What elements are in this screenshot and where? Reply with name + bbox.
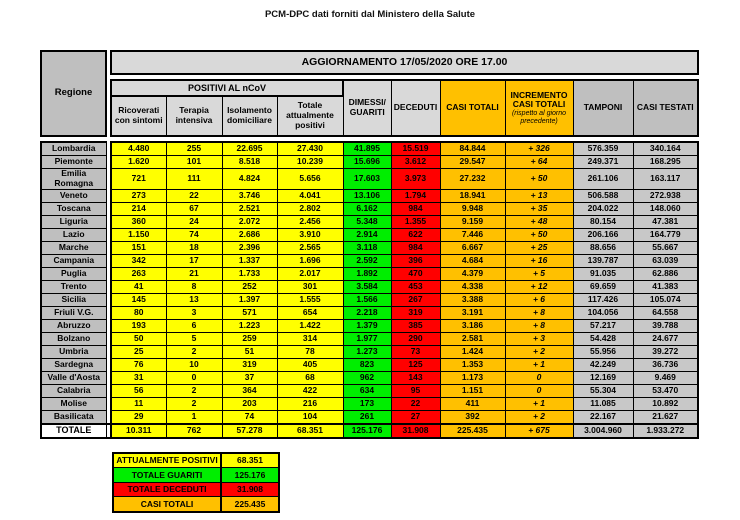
value-cell: 411 [440,397,505,410]
value-cell: 1.397 [222,293,277,306]
value-cell: 470 [391,267,440,280]
value-cell: 290 [391,332,440,345]
value-cell: + 326 [505,142,573,156]
table-row [41,371,698,384]
value-cell: 80.154 [573,215,633,228]
value-cell: 203 [222,397,277,410]
table-row [41,254,698,267]
value-cell: 9.469 [633,371,698,384]
value-cell: 55.304 [573,384,633,397]
value-cell: 88.656 [573,241,633,254]
value-cell: 22 [166,189,222,202]
value-cell: 263 [111,267,166,280]
value-cell: 342 [111,254,166,267]
value-cell: 1.150 [111,228,166,241]
value-cell: 823 [343,358,391,371]
value-cell: 95 [391,384,440,397]
value-cell: 506.588 [573,189,633,202]
value-cell: 206.166 [573,228,633,241]
table-row [41,142,698,156]
value-cell: 0 [166,371,222,384]
value-cell: + 1 [505,358,573,371]
value-cell: 68 [277,371,343,384]
value-cell: 41 [111,280,166,293]
table-row [41,410,698,424]
value-cell: + 8 [505,306,573,319]
value-cell: 27.232 [440,169,505,190]
value-cell: 1.355 [391,215,440,228]
table-body [41,136,698,438]
value-cell: 1 [166,410,222,424]
value-cell: 125 [391,358,440,371]
value-cell: 1.566 [343,293,391,306]
value-cell: 41.895 [343,142,391,156]
region-name: TOTALE [41,424,106,438]
value-cell: 164.779 [633,228,698,241]
header-row-update [41,51,698,74]
summary-row-attualmente-positivi [113,453,279,468]
value-cell: 11 [111,397,166,410]
value-cell: 51 [222,345,277,358]
summary-row-totale-deceduti [113,482,279,497]
value-cell: 1.620 [111,156,166,169]
summary-label: TOTALE DECEDUTI [113,482,221,497]
value-cell: 385 [391,319,440,332]
col-header-casi-totali: CASI TOTALI [440,80,505,136]
value-cell: 1.555 [277,293,343,306]
value-cell: 204.022 [573,202,633,215]
col-header-totale-positivi: Totale attualmente positivi [277,96,343,136]
value-cell: 36.736 [633,358,698,371]
value-cell: 27.430 [277,142,343,156]
value-cell: 21 [166,267,222,280]
value-cell: 2.396 [222,241,277,254]
value-cell: 762 [166,424,222,438]
region-name: Trento [41,280,106,293]
value-cell: 319 [391,306,440,319]
value-cell: 272.938 [633,189,698,202]
covid-regions-table [40,50,699,439]
value-cell: 31.908 [391,424,440,438]
value-cell: 3.612 [391,156,440,169]
header-row-groups [41,80,698,96]
value-cell: + 5 [505,267,573,280]
value-cell: + 12 [505,280,573,293]
value-cell: 1.337 [222,254,277,267]
table-row [41,169,698,190]
region-name: Toscana [41,202,106,215]
value-cell: 15.696 [343,156,391,169]
value-cell: + 25 [505,241,573,254]
table-row [41,306,698,319]
value-cell: + 64 [505,156,573,169]
value-cell: 1.379 [343,319,391,332]
value-cell: 1.353 [440,358,505,371]
value-cell: 15.519 [391,142,440,156]
value-cell: 24 [166,215,222,228]
value-cell: + 48 [505,215,573,228]
value-cell: 13.106 [343,189,391,202]
table-row [41,397,698,410]
value-cell: 73 [391,345,440,358]
value-cell: 216 [277,397,343,410]
table-row [41,156,698,169]
value-cell: 721 [111,169,166,190]
value-cell: 214 [111,202,166,215]
value-cell: 55.956 [573,345,633,358]
value-cell: 0 [505,384,573,397]
value-cell: 1.733 [222,267,277,280]
value-cell: 11.085 [573,397,633,410]
value-cell: 962 [343,371,391,384]
value-cell: 125.176 [343,424,391,438]
summary-value: 31.908 [221,482,279,497]
value-cell: 6 [166,319,222,332]
value-cell: 80 [111,306,166,319]
value-cell: 151 [111,241,166,254]
value-cell: 2.686 [222,228,277,241]
summary-value: 68.351 [221,453,279,468]
value-cell: + 2 [505,410,573,424]
value-cell: 984 [391,241,440,254]
value-cell: 2 [166,345,222,358]
value-cell: 148.060 [633,202,698,215]
value-cell: 255 [166,142,222,156]
table-row [41,384,698,397]
value-cell: 3.191 [440,306,505,319]
value-cell: 41.383 [633,280,698,293]
col-header-terapia: Terapia intensiva [166,96,222,136]
value-cell: 654 [277,306,343,319]
value-cell: 78 [277,345,343,358]
value-cell: 17.603 [343,169,391,190]
summary-label: ATTUALMENTE POSITIVI [113,453,221,468]
value-cell: 576.359 [573,142,633,156]
value-cell: 4.338 [440,280,505,293]
value-cell: 22.695 [222,142,277,156]
value-cell: 622 [391,228,440,241]
region-name: Liguria [41,215,106,228]
region-name: Lazio [41,228,106,241]
value-cell: 64.558 [633,306,698,319]
value-cell: + 1 [505,397,573,410]
value-cell: 54.428 [573,332,633,345]
table-row [41,202,698,215]
value-cell: 193 [111,319,166,332]
table-row [41,332,698,345]
value-cell: 29.547 [440,156,505,169]
value-cell: 5.656 [277,169,343,190]
value-cell: 2.521 [222,202,277,215]
value-cell: 261 [343,410,391,424]
value-cell: 84.844 [440,142,505,156]
value-cell: 173 [343,397,391,410]
summary-label: CASI TOTALI [113,497,221,512]
value-cell: 6.667 [440,241,505,254]
value-cell: 3.973 [391,169,440,190]
value-cell: 267 [391,293,440,306]
value-cell: 360 [111,215,166,228]
col-header-deceduti: DECEDUTI [391,80,440,136]
col-header-dimessi-guariti: DIMESSI/ GUARITI [343,80,391,136]
value-cell: 105.074 [633,293,698,306]
value-cell: 42.249 [573,358,633,371]
value-cell: 2.017 [277,267,343,280]
value-cell: 56 [111,384,166,397]
value-cell: 62.886 [633,267,698,280]
region-name: Abruzzo [41,319,106,332]
value-cell: 25 [111,345,166,358]
value-cell: 252 [222,280,277,293]
value-cell: 1.173 [440,371,505,384]
region-name: Marche [41,241,106,254]
value-cell: 37 [222,371,277,384]
value-cell: 104.056 [573,306,633,319]
value-cell: 74 [166,228,222,241]
value-cell: 1.933.272 [633,424,698,438]
table-row [41,345,698,358]
value-cell: 67 [166,202,222,215]
table-row [41,215,698,228]
value-cell: 117.426 [573,293,633,306]
value-cell: 1.273 [343,345,391,358]
value-cell: 422 [277,384,343,397]
positivi-group-header: POSITIVI AL nCoV [111,80,343,96]
region-name: Veneto [41,189,106,202]
value-cell: 261.106 [573,169,633,190]
value-cell: 1.424 [440,345,505,358]
value-cell: 10.311 [111,424,166,438]
table-row [41,267,698,280]
value-cell: + 13 [505,189,573,202]
table-row [41,280,698,293]
region-name: Sicilia [41,293,106,306]
table-row [41,358,698,371]
value-cell: 163.117 [633,169,698,190]
value-cell: 68.351 [277,424,343,438]
value-cell: 2.914 [343,228,391,241]
value-cell: 29 [111,410,166,424]
value-cell: 2.072 [222,215,277,228]
value-cell: 10.239 [277,156,343,169]
value-cell: 2.218 [343,306,391,319]
region-name: Puglia [41,267,106,280]
value-cell: 1.151 [440,384,505,397]
value-cell: 145 [111,293,166,306]
page-title: PCM-DPC dati forniti dal Ministero della Salute [264,9,476,20]
col-header-incremento [505,80,573,136]
value-cell: 453 [391,280,440,293]
region-name: Campania [41,254,106,267]
value-cell: 22.167 [573,410,633,424]
value-cell: 314 [277,332,343,345]
value-cell: 259 [222,332,277,345]
incremento-note: (rispetto al giorno precedente) [511,110,567,125]
update-header: AGGIORNAMENTO 17/05/2020 ORE 17.00 [111,51,698,74]
value-cell: 571 [222,306,277,319]
value-cell: 0 [505,371,573,384]
value-cell: 249.371 [573,156,633,169]
region-name: Lombardia [41,142,106,156]
value-cell: + 50 [505,169,573,190]
value-cell: 143 [391,371,440,384]
value-cell: 4.041 [277,189,343,202]
region-name: Bolzano [41,332,106,345]
value-cell: 18.941 [440,189,505,202]
value-cell: 12.169 [573,371,633,384]
value-cell: 4.684 [440,254,505,267]
value-cell: 1.794 [391,189,440,202]
value-cell: 405 [277,358,343,371]
value-cell: + 50 [505,228,573,241]
region-column-header: Regione [41,51,106,136]
value-cell: 2 [166,397,222,410]
value-cell: 1.892 [343,267,391,280]
value-cell: 3.746 [222,189,277,202]
value-cell: 10 [166,358,222,371]
value-cell: 17 [166,254,222,267]
value-cell: 5 [166,332,222,345]
region-name: Molise [41,397,106,410]
value-cell: 1.977 [343,332,391,345]
value-cell: 1.223 [222,319,277,332]
value-cell: 9.159 [440,215,505,228]
value-cell: 76 [111,358,166,371]
value-cell: 5.348 [343,215,391,228]
value-cell: 104 [277,410,343,424]
value-cell: 340.164 [633,142,698,156]
table-row [41,228,698,241]
value-cell: 319 [222,358,277,371]
value-cell: 2.592 [343,254,391,267]
value-cell: 273 [111,189,166,202]
value-cell: 4.480 [111,142,166,156]
value-cell: 27 [391,410,440,424]
value-cell: 396 [391,254,440,267]
region-name: Piemonte [41,156,106,169]
incremento-label: INCREMENTO CASI TOTALI [510,89,568,110]
value-cell: + 16 [505,254,573,267]
summary-table [112,452,280,513]
value-cell: 4.379 [440,267,505,280]
value-cell: 168.295 [633,156,698,169]
value-cell: 55.667 [633,241,698,254]
value-cell: 21.627 [633,410,698,424]
summary-row-totale-guariti [113,468,279,483]
value-cell: 101 [166,156,222,169]
value-cell: 57.217 [573,319,633,332]
value-cell: 13 [166,293,222,306]
region-name: Emilia Romagna [41,169,106,190]
col-header-ricoverati: Ricoverati con sintomi [111,96,166,136]
region-name: Valle d'Aosta [41,371,106,384]
value-cell: + 8 [505,319,573,332]
value-cell: + 35 [505,202,573,215]
value-cell: 3.388 [440,293,505,306]
value-cell: 9.948 [440,202,505,215]
value-cell: + 6 [505,293,573,306]
value-cell: 3.910 [277,228,343,241]
region-name: Calabria [41,384,106,397]
value-cell: 6.162 [343,202,391,215]
col-header-isolamento: Isolamento domiciliare [222,96,277,136]
region-name: Sardegna [41,358,106,371]
value-cell: 2.802 [277,202,343,215]
value-cell: 3.186 [440,319,505,332]
value-cell: 50 [111,332,166,345]
value-cell: 47.381 [633,215,698,228]
value-cell: 3.118 [343,241,391,254]
value-cell: 139.787 [573,254,633,267]
summary-value: 225.435 [221,497,279,512]
region-name: Basilicata [41,410,106,424]
col-header-tamponi: TAMPONI [573,80,633,136]
summary-label: TOTALE GUARITI [113,468,221,483]
col-header-casi-testati: CASI TESTATI [633,80,698,136]
value-cell: 31 [111,371,166,384]
table-row [41,319,698,332]
region-name: Umbria [41,345,106,358]
region-name: Friuli V.G. [41,306,106,319]
table-row [41,241,698,254]
value-cell: 111 [166,169,222,190]
table-row [41,189,698,202]
value-cell: 39.272 [633,345,698,358]
value-cell: 225.435 [440,424,505,438]
value-cell: 301 [277,280,343,293]
summary-value: 125.176 [221,468,279,483]
value-cell: 2.565 [277,241,343,254]
value-cell: 22 [391,397,440,410]
value-cell: 69.659 [573,280,633,293]
value-cell: 7.446 [440,228,505,241]
value-cell: 24.677 [633,332,698,345]
value-cell: + 675 [505,424,573,438]
value-cell: 53.470 [633,384,698,397]
value-cell: 634 [343,384,391,397]
value-cell: 2.456 [277,215,343,228]
value-cell: 2 [166,384,222,397]
value-cell: 4.824 [222,169,277,190]
value-cell: 984 [391,202,440,215]
value-cell: 8.518 [222,156,277,169]
value-cell: 63.039 [633,254,698,267]
value-cell: 3 [166,306,222,319]
value-cell: 57.278 [222,424,277,438]
table-row [41,293,698,306]
value-cell: 392 [440,410,505,424]
value-cell: + 2 [505,345,573,358]
value-cell: 39.788 [633,319,698,332]
value-cell: 18 [166,241,222,254]
total-row [41,424,698,438]
value-cell: 1.422 [277,319,343,332]
value-cell: 3.004.960 [573,424,633,438]
summary-row-casi-totali [113,497,279,512]
value-cell: 74 [222,410,277,424]
value-cell: 364 [222,384,277,397]
value-cell: 8 [166,280,222,293]
value-cell: 1.696 [277,254,343,267]
value-cell: 91.035 [573,267,633,280]
value-cell: 10.892 [633,397,698,410]
value-cell: 3.584 [343,280,391,293]
value-cell: + 3 [505,332,573,345]
value-cell: 2.581 [440,332,505,345]
